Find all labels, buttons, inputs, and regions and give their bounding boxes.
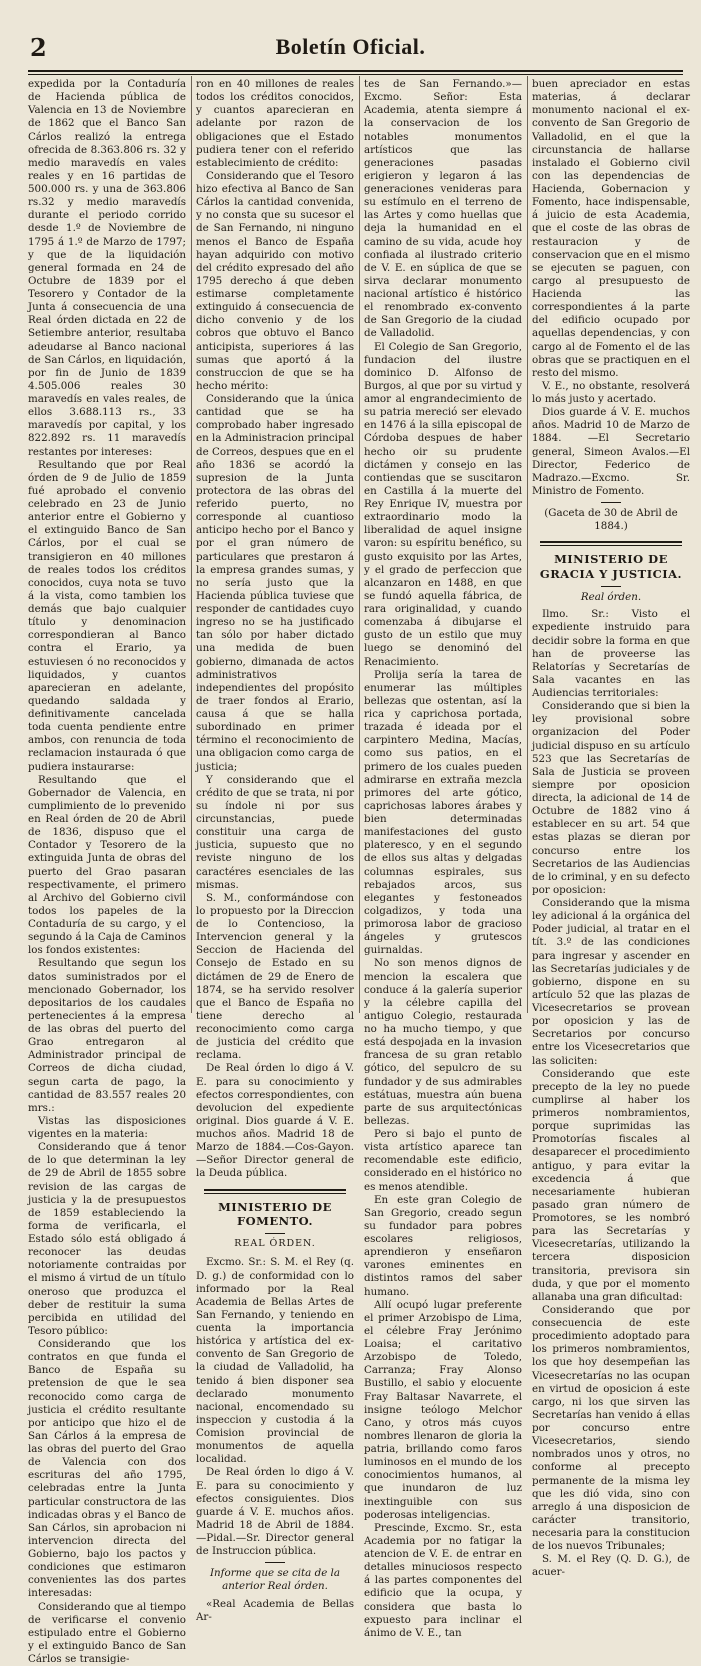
section-separator — [204, 1189, 346, 1194]
paragraph: buen apreciador en estas materias, á declarar monumento nacional el ex-convento de San Gregorio de Valladolid, en el que la circunstancia de hallarse instalado el Gobierno civil con las dependencias de Hacienda, Gobernacion y Fomento, hace indispensable, á juicio de esta Academia, que el coste de las obras de restauracion y de conservacion que en el mismo se ejecuten se paguen, con cargo al presupuesto de Hacienda las correspondientes á la parte del edificio ocupado por aquellas dependencias, y con cargo al de Fomento el de las obras que se practiquen en el resto del mismo. — [532, 78, 690, 380]
gazette-reference: (Gaceta de 30 de Abril de 1884.) — [532, 507, 690, 533]
paragraph: Resultando que por Real órden de 9 de Julio de 1859 fué aprobado el convenio celebrado en 23 de Junio anterior entre el Gobierno y el extinguido Banco de San Cárlos, por el cual se transigieron en 40 millones de reales todos los créditos conocidos, cuya nota se tuvo á la vista, como tambien los demás que bajo cualquier título y denominacion correspondieran al Banco contra el Erario, ya estuviesen ó no reconocidos y liquidados, y cuantos aparecieran en adelante, quedando saldada y definitivamente cancelada toda cuenta pendiente entre ambos, con renuncia de toda reclamacion instaurada ó que pudiera instaurarse: — [28, 459, 186, 774]
paragraph: Considerando que á tenor de lo que determinan la ley de 29 de Abril de 1855 sobre revision de las cargas de justicia y la de presupuestos de 1859 estableciendo la forma de verificarla, el Estado sólo está obligado á reconocer las deudas notoriamente contraidas por el mismo á virtud de un título oneroso que produzca el deber de restituir la suma percibida en utilidad del Tesoro público: — [28, 1141, 186, 1338]
ministry-heading-gracia-justicia: MINISTERIO DE GRACIA Y JUSTICIA. — [532, 552, 690, 582]
paragraph: No son menos dignos de mencion la escalera que conduce á la galería superior y la célebre capilla del antiguo Colegio, restaurada no ha mucho tiempo, y que está despojada en la invasion francesa de su gran retablo gótico, del sepulcro de su fundador y de sus admirables estátuas, muestra aún buena parte de sus arquitectónicas bellezas. — [364, 957, 522, 1128]
paragraph: Considerando que al tiempo de verificarse el convenio estipulado entre el Gobierno y el extinguido Banco de San Cárlos se transigie- — [28, 1601, 186, 1666]
paragraph: El Colegio de San Gregorio, fundacion del ilustre dominico D. Alfonso de Burgos, al que por su virtud y amor al engrandecimiento de su patria mereció ser elevado en 1476 á la silla episcopal de Córdoba despues de haber hecho oir su prudente dictámen y consejo en las contiendas que se suscitaron en Castilla á la muerte del Rey Enrique IV, muestra por extraordinario modo la liberalidad de aquel insigne varon: su espíritu benéfico, su gusto exquisito por las Artes, y el grado de perfeccion que alcanzaron en 1488, en que se fundó aquella fábrica, de rara originalidad, y cuando comenzaba á dibujarse el gusto de un estilo que muy luego se denominó del Renacimiento. — [364, 341, 522, 669]
paragraph: Considerando que los contratos en que funda el Banco de España su pretension de que le sea reconocido como carga de justicia el crédito resultante por anticipo que hizo el de San Cárlos á la empresa de las obras del puerto del Grao de Valencia con dos escrituras del año 1795, celebradas entre la Junta particular constructora de las indicadas obras y el Banco de San Cárlos, sin aprobacion ni intervencion directa del Gobierno, bajo los pactos y condiciones que estimaron convenientes las dos partes interesadas: — [28, 1338, 186, 1601]
paragraph: S. M., conformándose con lo propuesto por la Direccion de lo Contencioso, la Intervencion general y la Seccion de Hacienda del Consejo de Estado en su dictámen de 29 de Enero de 1874, se ha servido resolver que el Banco de España no tiene derecho al reconocimiento como carga de justicia del crédito que reclama. — [196, 892, 354, 1063]
header-rule — [28, 70, 683, 75]
column-1 — [28, 78, 186, 1013]
column-3 — [364, 78, 522, 1013]
paragraph: Allí ocupó lugar preferente el primer Arzobispo de Lima, el célebre Fray Jerónimo Loaisa; el caritativo Arzobispo de Toledo, Carranza; Fray Alonso Bustillo, el sabio y elocuente Fray Baltasar Navarrete, el insigne teólogo Melchor Cano, y otros más cuyos nombres llenaron de gloria la patria, brillando como faros luminosos en el mundo de los conocimientos humanos, al que inundaron de luz inextinguible con sus poderosas inteligencias. — [364, 1299, 522, 1522]
paragraph: V. E., no obstante, resolverá lo más justo y acertado. — [532, 380, 690, 406]
paragraph: Pero si bajo el punto de vista artístico aparece tan recomendable este edificio, considerado en el histórico no es menos atendible. — [364, 1128, 522, 1194]
paragraph: De Real órden lo digo á V. E. para su conocimiento y efectos correspondientes, con devolucion del expediente original. Dios guarde á V. E. muchos años. Madrid 18 de Marzo de 1884.—Cos-Gayon.—Señor Director general de la Deuda pública. — [196, 1062, 354, 1180]
paragraph: S. M. el Rey (Q. D. G.), de acuer- — [532, 1553, 690, 1579]
paragraph: Y considerando que el crédito de que se trata, ni por su índole ni por sus circunstancias, puede constituir una carga de justicia, supuesto que no reviste ninguno de los caractéres esenciales de las mismas. — [196, 774, 354, 892]
paragraph: «Real Academia de Bellas Ar- — [196, 1598, 354, 1624]
paragraph: Prolija sería la tarea de enumerar las múltiples bellezas que ostentan, así la rica y caprichosa portada, trazada é ideada por el carpintero Medina, Macías, como sus patios, en el primero de los cuales pueden admirarse en extraña mezcla primores del arte gótico, caprichosas labores árabes y bien determinadas manifestaciones del gusto plateresco, y en el segundo de ellos sus altas y delgadas columnas espirales, sus rebajados arcos, sus elegantes y festoneados colgadizos, y toda una primorosa labor de gracioso ángeles y grutescos guirnaldas. — [364, 669, 522, 958]
paragraph: Considerando que la única cantidad que se ha comprobado haber ingresado en la Administracion principal de Correos, despues que en el año 1836 se acordó la supresion de la Junta protectora de las obras del referido puerto, no corresponde al cuantioso anticipo hecho por el Banco y por el gran número de particulares que prestaron á la empresa grandes sumas, y no sería justo que la Hacienda pública tuviese que responder de cantidades cuyo ingreso no se ha justificado tan sólo por haber dictado una medida de buen gobierno, dimanada de actos administrativos independientes del propósito de traer fondos al Erario, causa á que se halla subordinado en primer término el reconocimiento de una obligacion como carga de justicia; — [196, 393, 354, 774]
page-number: 2 — [30, 36, 47, 60]
paragraph: Considerando que el Tesoro hizo efectiva al Banco de San Cárlos la cantidad convenida, y no consta que su sucesor el de San Fernando, ni ninguno menos el Banco de España hayan adquirido con motivo del crédito expresado del año 1795 derecho á que deben estimarse completamente extinguido á consecuencia de dicho convenio y de los cobros que obtuvo el Banco anticipista, superiores á las sumas que aportó á la construccion de que se ha hecho mérito: — [196, 170, 354, 393]
paragraph: expedida por la Contaduría de Hacienda pública de Valencia en 13 de Noviembre de 1862 que el Banco San Cárlos realizó la entrega ofrecida de 8.363.806 rs. 32 y medio maravedís en vales reales y en 16 partidas de 500.000 rs. y una de 363.806 rs.32 y medio maravedís durante el periodo corrido desde 1.º de Noviembre de 1795 á 1.º de Marzo de 1797; y que de la liquidación general formada en 24 de Octubre de 1839 por el Tesorero y Contador de la Junta á consecuencia de una Real órden dictada en 22 de Setiembre anterior, resultaba adeudarse al Banco nacional de San Cárlos, en liquidación, por fin de Junio de 1839 4.505.006 reales 30 maravedís en vales reales, de ellos 3.688.113 rs., 33 maravedís por capital, y los 822.892 rs. 11 maravedís restantes por intereses: — [28, 78, 186, 459]
page-title: Boletín Oficial. — [0, 34, 701, 60]
column-divider — [527, 76, 528, 1013]
real-orden-title: Real órden. — [532, 591, 690, 604]
small-separator — [601, 586, 621, 587]
paragraph: Considerando que si bien la ley provisional sobre organizacion del Poder judicial dispuso en su artículo 523 que las Secretarías de Sala de Justicia se proveen siempre por oposicion directa, la adicional de 14 de Octubre de 1882 vino á establecer en su art. 54 que estas plazas se dieran por concurso entre los Secretarios de las Audiencias de lo criminal, y en su defecto por oposicion: — [532, 700, 690, 897]
paragraph: Dios guarde á V. E. muchos años. Madrid 10 de Marzo de 1884. —El Secretario general, Simeon Avalos.—El Director, Federico de Madrazo.—Excmo. Sr. Ministro de Fomento. — [532, 406, 690, 498]
paragraph: Vistas las disposiciones vigentes en la materia: — [28, 1115, 186, 1141]
paragraph: Considerando que este precepto de la ley no puede cumplirse al haber los primeros nombramientos, porque suprimidas las Promotorías fiscales al desaparecer el procedimiento antiguo, y para evitar la excedencia á que necesariamente hubieran pasado gran número de Promotores, se les nombró para las Secretarías y Vicesecretarías, utilizando la tercera disposicion transitoria, previsora sin duda, y que por el momento allanaba una gran dificultad: — [532, 1068, 690, 1304]
small-separator — [265, 1562, 285, 1563]
column-divider — [359, 76, 360, 1013]
paragraph: Considerando que la misma ley adicional á la orgánica del Poder judicial, al tratar en el tít. 3.º de las condiciones para ingresar y ascender en las Secretarías judiciales y de gobierno, dispone en su artículo 52 que las plazas de Vicesecretarios se provean por oposicion y las de Secretarios por concurso entre los Vicesecretarios que las soliciten: — [532, 897, 690, 1068]
paragraph: Resultando que segun los datos suministrados por el mencionado Gobernador, los depositarios de los caudales pertenecientes á la empresa de las obras del puerto del Grao entregaron al Administrador principal de Correos de dicha ciudad, segun carta de pago, la cantidad de 83.557 reales 20 mrs.: — [28, 957, 186, 1115]
paragraph: Considerando que por consecuencia de este procedimiento adoptado para los primeros nombramientos, los que hoy desempeñan las Vicesecretarías no las ocupan en virtud de oposicion á este cargo, ni los que sirven las Secretarías han venido á ellas por concurso entre Vicesecretarios, siendo nombrados unos y otros, no conforme al precepto permanente de la misma ley que les dió vida, sino con arreglo á una disposicion de carácter transitorio, necesaria para la constitucion de los nuevos Tribunales; — [532, 1304, 690, 1553]
paragraph: ron en 40 millones de reales todos los créditos conocidos, y cuantos aparecieran en adelante por razon de obligaciones que el Estado pudiera tener con el referido establecimiento de crédito: — [196, 78, 354, 170]
report-title: Informe que se cita de la anterior Real órden. — [196, 1567, 354, 1593]
paragraph: En este gran Colegio de San Gregorio, creado segun su fundador para pobres escolares religiosos, aprendieron y enseñaron varones eminentes en distintos ramos del saber humano. — [364, 1194, 522, 1299]
paragraph: tes de San Fernando.»—Excmo. Señor: Esta Academia, atenta siempre á la conservacion de los notables monumentos artísticos que las generaciones pasadas erigieron y legaron á las generaciones venideras para su estímulo en el terreno de las Artes y como huellas que deja la humanidad en el camino de su vida, acude hoy confiada al ilustrado criterio de V. E. en súplica de que se sirva declarar monumento nacional artístico é histórico el renombrado ex-convento de San Gregorio de la ciudad de Valladolid. — [364, 78, 522, 341]
paragraph: Prescinde, Excmo. Sr., esta Academia por no fatigar la atencion de V. E. de entrar en detalles minuciosos respecto á las partes componentes del edificio que la ocupa, y considera que basta lo expuesto para inclinar el ánimo de V. E., tan — [364, 1522, 522, 1640]
paragraph: Excmo. Sr.: S. M. el Rey (q. D. g.) de conformidad con lo informado por la Real Academia de Bellas Artes de San Fernando, y teniendo en cuenta la importancia histórica y artística del ex-convento de San Gregorio de la ciudad de Valladolid, ha tenido á bien disponer sea declarado monumento nacional, encomendado su inspeccion y custodia á la Comision provincial de monumentos de aquella localidad. — [196, 1256, 354, 1466]
column-divider — [191, 76, 192, 1013]
column-2 — [196, 78, 354, 1013]
small-separator — [601, 502, 621, 503]
small-separator — [265, 1233, 285, 1234]
paragraph: Ilmo. Sr.: Visto el expediente instruido para decidir sobre la forma en que han de proveerse las Relatorías y Secretarías de Sala vacantes en las Audiencias territoriales: — [532, 608, 690, 700]
column-4 — [532, 78, 690, 1013]
paragraph: De Real órden lo digo á V. E. para su conocimiento y efectos consiguientes. Dios guarde á V. E. muchos años. Madrid 18 de Abril de 1884.—Pidal.—Sr. Director general de Instruccion pública. — [196, 1466, 354, 1558]
paragraph: Resultando que el Gobernador de Valencia, en cumplimiento de lo prevenido en Real órden de 20 de Abril de 1836, dispuso que el Contador y Tesorero de la extinguida Junta de obras del puerto del Grao pasaran respectivamente, el primero al Archivo del Gobierno civil todos los papeles de la Contaduría de su cargo, y el segundo á la Caja de Caminos los fondos existentes: — [28, 774, 186, 958]
real-orden-title: REAL ÓRDEN. — [196, 1238, 354, 1250]
section-separator — [540, 541, 682, 546]
ministry-heading-fomento: MINISTERIO DE FOMENTO. — [196, 1200, 354, 1230]
